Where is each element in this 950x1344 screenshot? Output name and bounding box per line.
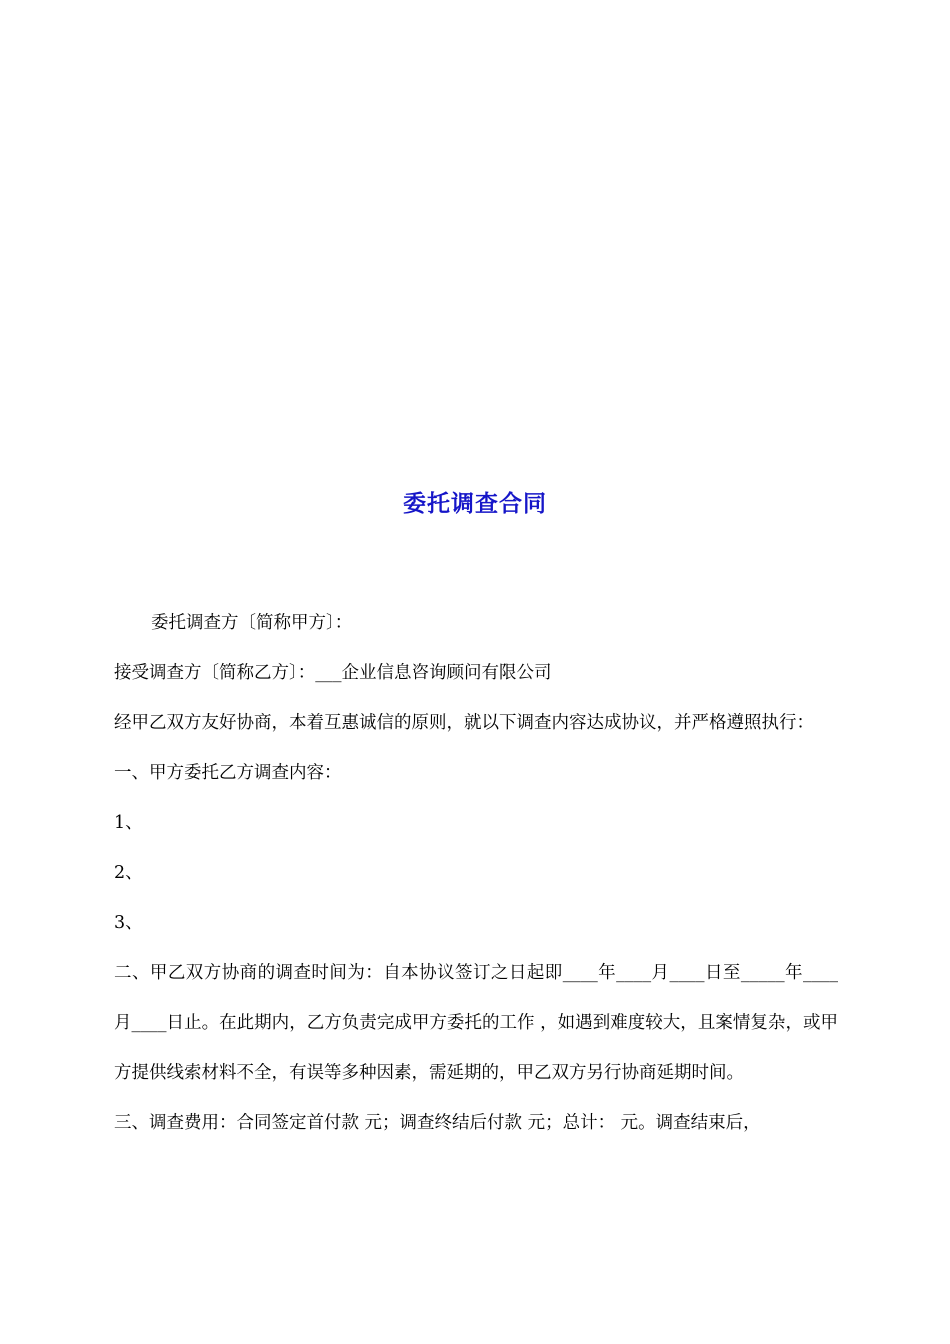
- document-title: 委托调查合同: [403, 491, 547, 517]
- document-body: [114, 598, 838, 1148]
- list-item-2: 2、: [114, 863, 143, 883]
- list-item-1: 1、: [114, 813, 143, 833]
- paragraph-preamble: 经甲乙双方友好协商，本着互惠诚信的原则，就以下调查内容达成协议，并严格遵照执行：: [114, 713, 814, 733]
- list-item-3: 3、: [114, 913, 143, 933]
- paragraph-principal: 委托调查方〔简称甲方〕：: [151, 613, 353, 633]
- paragraph-agent: 接受调查方〔简称乙方〕：___企业信息咨询顾问有限公司: [114, 663, 552, 683]
- section-2-paragraph: 二、甲乙双方协商的调查时间为：自本协议签订之日起即____年____月____日至_____年____月____日止。在此期内，乙方负责完成甲方委托的工作 ，如遇到难度较大，且案情复杂，或甲方提供线索材料不全，有误等多种因素，需延期的，甲乙双方另行协商延期时间。: [114, 963, 838, 1083]
- section-1-heading: 一、甲方委托乙方调查内容：: [114, 763, 342, 783]
- section-3-paragraph: 三、调查费用：合同签定首付款 元；调查终结后付款 元；总计： 元。调查结束后，: [114, 1113, 761, 1133]
